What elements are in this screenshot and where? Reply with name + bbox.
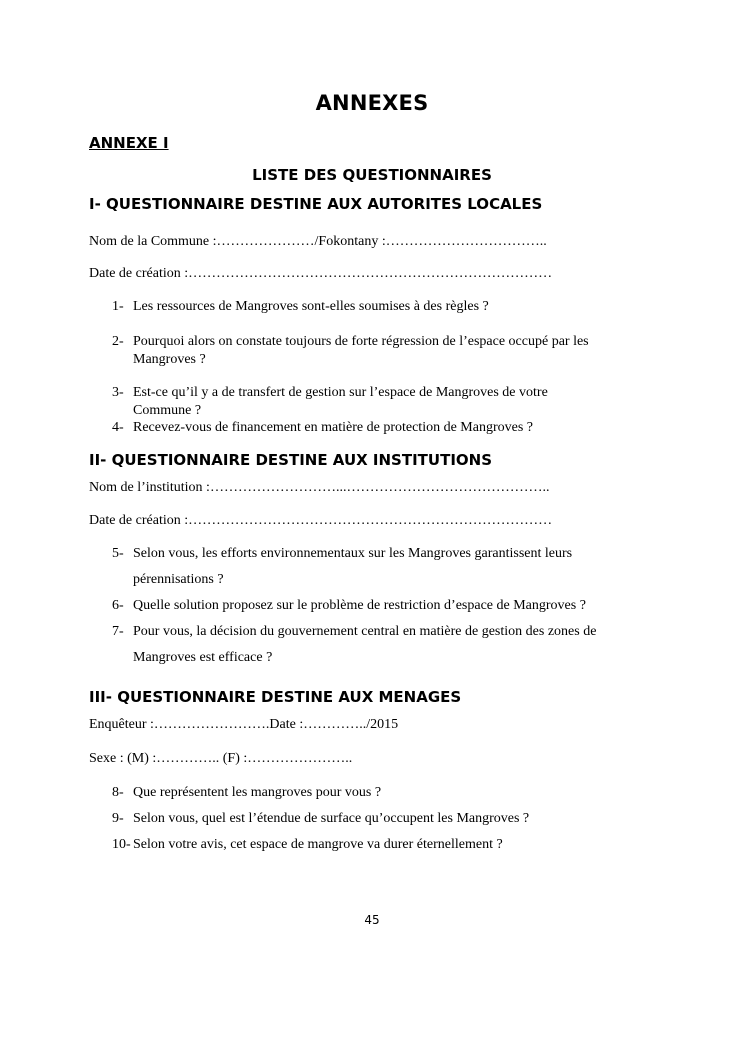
q9-number: 9- xyxy=(112,811,124,826)
q5-number: 5- xyxy=(112,546,124,561)
q2-text-line1: Pourquoi alors on constate toujours de forte régression de l’espace occupé par les xyxy=(133,334,589,349)
section3-sexe-field: Sexe : (M) :………….. (F) :………………….. xyxy=(89,751,353,766)
section2-heading: II- QUESTIONNAIRE DESTINE AUX INSTITUTIONS xyxy=(89,451,493,469)
q5-text-line2: pérennisations ? xyxy=(133,572,224,587)
q8-number: 8- xyxy=(112,785,124,800)
q2-number: 2- xyxy=(112,334,124,349)
q6-text: Quelle solution proposez sur le problème de restriction d’espace de Mangroves ? xyxy=(133,598,586,613)
q3-text-line1: Est-ce qu’il y a de transfert de gestion sur l’espace de Mangroves de votre xyxy=(133,385,548,400)
section3-enqueteur-field: Enquêteur :…………………….Date :…………../2015 xyxy=(89,717,399,732)
q2-text-line2: Mangroves ? xyxy=(133,352,206,367)
q10-number: 10- xyxy=(112,837,131,852)
page-number: 45 xyxy=(364,913,380,927)
annexe-label: ANNEXE I xyxy=(89,134,169,152)
q7-number: 7- xyxy=(112,624,124,639)
page-title: ANNEXES xyxy=(315,91,429,115)
q6-number: 6- xyxy=(112,598,124,613)
section3-heading: III- QUESTIONNAIRE DESTINE AUX MENAGES xyxy=(89,688,462,706)
section2-institution-field: Nom de l’institution :………………………...…………………………………….. xyxy=(89,480,550,495)
section2-date-field: Date de création :…………………………………………………………………… xyxy=(89,513,553,528)
q1-number: 1- xyxy=(112,299,124,314)
section1-heading: I- QUESTIONNAIRE DESTINE AUX AUTORITES LOCALES xyxy=(89,195,543,213)
liste-title: LISTE DES QUESTIONNAIRES xyxy=(252,166,492,184)
q5-text-line1: Selon vous, les efforts environnementaux sur les Mangroves garantissent leurs xyxy=(133,546,573,561)
q3-number: 3- xyxy=(112,385,124,400)
q4-text: Recevez-vous de financement en matière de protection de Mangroves ? xyxy=(133,420,533,435)
q8-text: Que représentent les mangroves pour vous ? xyxy=(133,785,382,800)
q10-text: Selon votre avis, cet espace de mangrove va durer éternellement ? xyxy=(133,837,503,852)
q3-text-line2: Commune ? xyxy=(133,403,202,418)
section1-commune-field: Nom de la Commune :…………………/Fokontany :…………………………….. xyxy=(89,234,547,249)
q4-number: 4- xyxy=(112,420,124,435)
q7-text-line1: Pour vous, la décision du gouvernement central en matière de gestion des zones de xyxy=(133,624,597,639)
q9-text: Selon vous, quel est l’étendue de surface qu’occupent les Mangroves ? xyxy=(133,811,530,826)
section1-date-field: Date de création :…………………………………………………………………… xyxy=(89,266,553,281)
q7-text-line2: Mangroves est efficace ? xyxy=(133,650,273,665)
q1-text: Les ressources de Mangroves sont-elles soumises à des règles ? xyxy=(133,299,489,314)
